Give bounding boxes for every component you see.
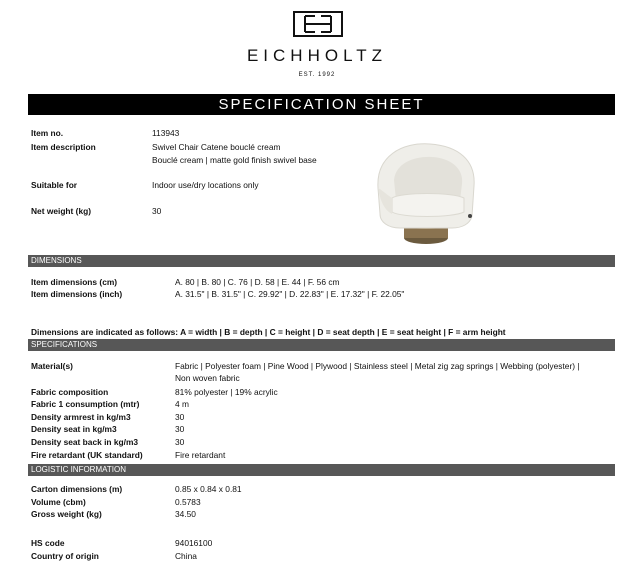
item-description-line1: Swivel Chair Catene bouclé cream xyxy=(152,142,281,152)
brand-name: EICHHOLTZ xyxy=(246,46,388,65)
dimensions-cm-label: Item dimensions (cm) xyxy=(31,277,118,287)
spec-row-value: 81% polyester | 19% acrylic xyxy=(175,387,278,397)
logo-ee-icon xyxy=(295,13,341,35)
swivel-chair-image xyxy=(372,136,482,254)
product-image xyxy=(372,136,482,254)
logistic-row-label: Gross weight (kg) xyxy=(31,509,102,519)
spec-row-label: Fabric 1 consumption (mtr) xyxy=(31,399,140,409)
spec-row-value: Fire retardant xyxy=(175,450,226,460)
net-weight-label: Net weight (kg) xyxy=(31,206,92,216)
logistic-row-value: China xyxy=(175,551,197,561)
spec-row-value: 30 xyxy=(175,437,185,447)
logistic-row-label: HS code xyxy=(31,538,65,548)
logistic-row-label: Volume (cbm) xyxy=(31,497,86,507)
spec-row-value: 30 xyxy=(175,424,185,434)
logistic-row-value: 34.50 xyxy=(175,509,196,519)
logistic-row-value: 0.5783 xyxy=(175,497,201,507)
spec-row-value: Non woven fabric xyxy=(175,373,240,383)
dimensions-cm-value: A. 80 | B. 80 | C. 76 | D. 58 | E. 44 | F. 56 cm xyxy=(175,277,340,287)
item-no-value: 113943 xyxy=(152,128,180,138)
logistic-row-label: Country of origin xyxy=(31,551,99,561)
logistic-row-value: 94016100 xyxy=(175,538,213,548)
spec-row-label: Density seat in kg/m3 xyxy=(31,424,117,434)
spec-row-value: 4 m xyxy=(175,399,189,409)
brand-est: EST. 1992 xyxy=(298,72,336,78)
spec-row-value: 30 xyxy=(175,412,185,422)
brand-logo-mark xyxy=(293,11,343,37)
item-description-line2: Bouclé cream | matte gold finish swivel base xyxy=(152,155,317,165)
item-no-label: Item no. xyxy=(31,128,64,138)
suitable-for-label: Suitable for xyxy=(31,180,78,190)
spec-row-label: Fire retardant (UK standard) xyxy=(31,450,143,460)
dimensions-legend-note: Dimensions are indicated as follows: A = width | B = depth | C = height | D = seat depth | E = seat height | F = arm height xyxy=(31,327,506,337)
section-logistic-header: LOGISTIC INFORMATION xyxy=(28,464,615,476)
spec-row-label: Density seat back in kg/m3 xyxy=(31,437,139,447)
net-weight-value: 30 xyxy=(152,206,162,216)
logistic-row-label: Carton dimensions (m) xyxy=(31,484,123,494)
page-title: SPECIFICATION SHEET xyxy=(28,94,615,115)
spec-row-label: Density armrest in kg/m3 xyxy=(31,412,131,422)
spec-row-label: Fabric composition xyxy=(31,387,109,397)
spec-row-value: Fabric | Polyester foam | Pine Wood | Plywood | Stainless steel | Metal zig zag springs | Webbing (polyester) | xyxy=(175,361,580,371)
item-description-label: Item description xyxy=(31,142,96,152)
dimensions-inch-label: Item dimensions (inch) xyxy=(31,289,123,299)
dimensions-inch-value: A. 31.5" | B. 31.5" | C. 29.92" | D. 22.83" | E. 17.32" | F. 22.05" xyxy=(175,289,405,299)
suitable-for-value: Indoor use/dry locations only xyxy=(152,180,259,190)
spec-row-label: Material(s) xyxy=(31,361,73,371)
section-specifications-header: SPECIFICATIONS xyxy=(28,339,615,351)
section-dimensions-header: DIMENSIONS xyxy=(28,255,615,267)
logistic-row-value: 0.85 x 0.84 x 0.81 xyxy=(175,484,242,494)
